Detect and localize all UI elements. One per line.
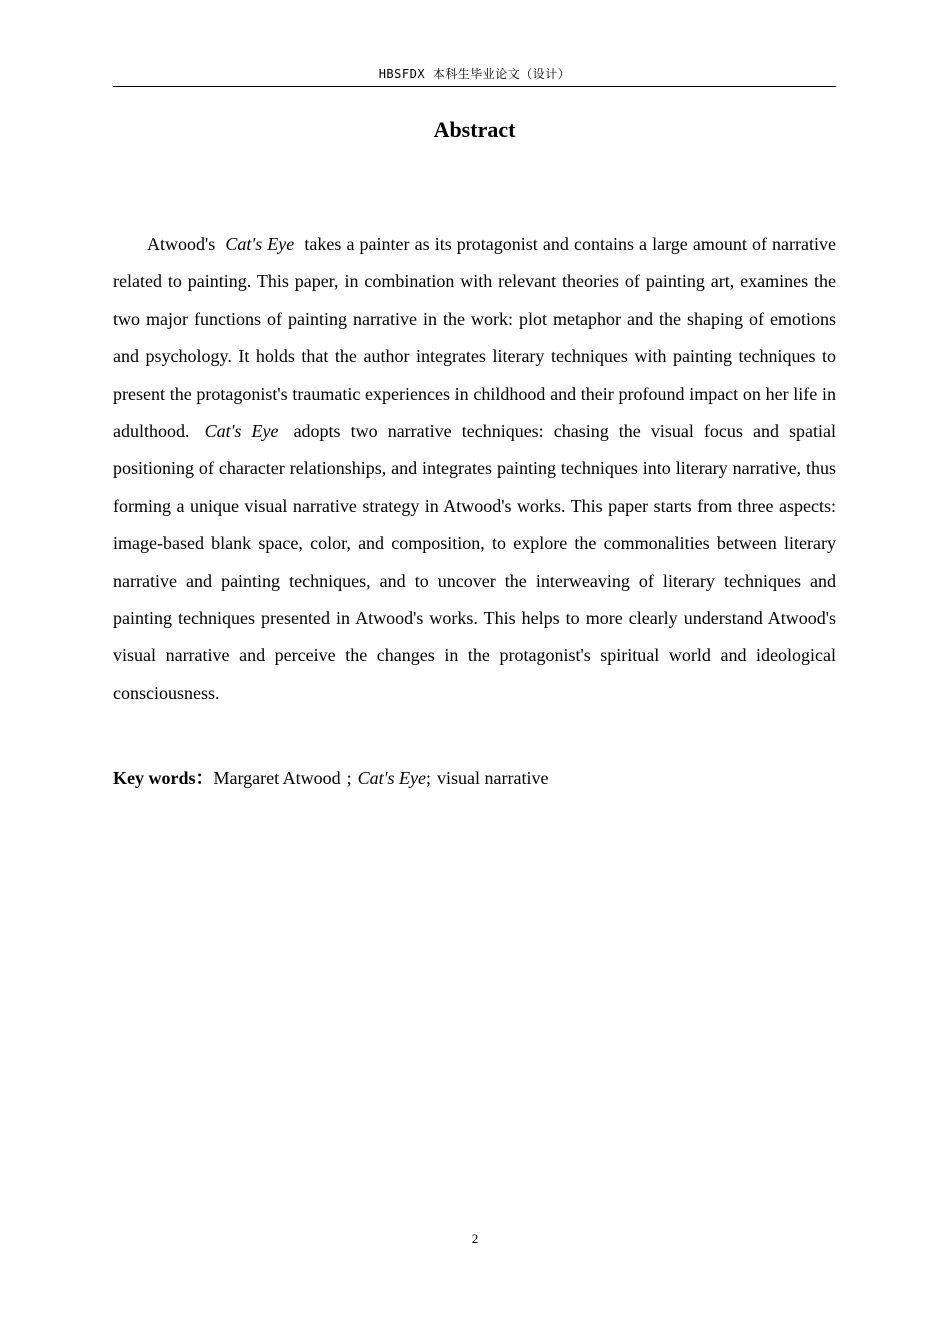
abstract-text-1: Atwood's xyxy=(147,234,216,254)
abstract-italic-title-2: Cat's Eye xyxy=(204,421,279,442)
abstract-text-2: takes a painter as its protagonist and contains a large amount of narrative related to painting. This paper, in combination with relevant theories of painting art, examines the two major functions of painting narrative in the work: plot metaphor and the shaping of emotions and psychology. It holds that the author integrates literary techniques with painting techniques to present the protagonist's traumatic experiences in childhood and their profound impact on her life in adulthood. xyxy=(113,234,836,442)
abstract-italic-title-1: Cat's Eye xyxy=(225,234,295,254)
page-number: 2 xyxy=(471,1231,479,1246)
keyword-separator: ; xyxy=(426,768,432,788)
keywords-colon: ： xyxy=(195,768,214,788)
keyword-item: Cat's Eye xyxy=(357,768,427,788)
header-text: HBSFDX 本科生毕业论文（设计） xyxy=(378,67,571,81)
keyword-item: Margaret Atwood xyxy=(213,768,341,788)
keywords-label: Key words xyxy=(113,768,196,788)
abstract-paragraph xyxy=(113,226,836,712)
page-title: Abstract xyxy=(433,117,516,142)
abstract-text-3: adopts two narrative techniques: chasing the visual focus and spatial positioning of character relationships, and integrates painting techniques into literary narrative, thus forming a unique visual narrative strategy in Atwood's works. This paper starts from three aspects: image-based blank space, color, and composition, to explore the commonalities between literary narrative and painting techniques, and to uncover the interweaving of literary techniques and painting techniques presented in Atwood's works. This helps to more clearly understand Atwood's visual narrative and perceive the changes in the protagonist's spiritual world and ideological consciousness. xyxy=(113,421,837,703)
keyword-item: visual narrative xyxy=(437,768,549,788)
keywords-line xyxy=(113,762,836,794)
keyword-separator: ; xyxy=(346,768,352,788)
page-header xyxy=(113,64,836,87)
